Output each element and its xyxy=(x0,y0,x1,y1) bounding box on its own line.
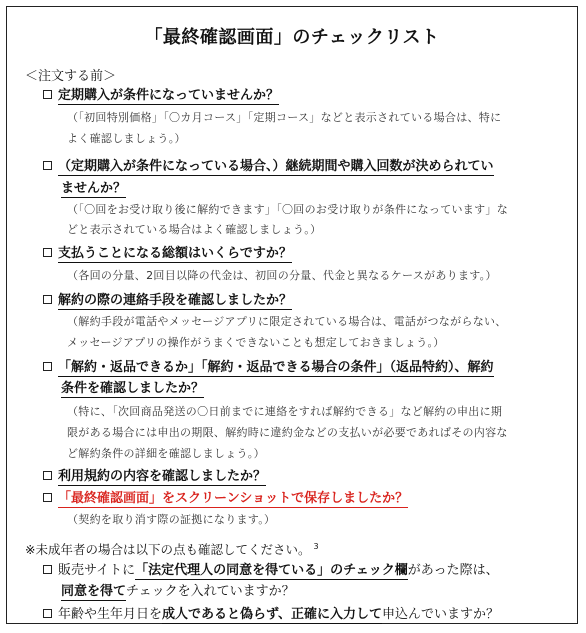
checklist-item-5 xyxy=(43,357,494,378)
question-continuation xyxy=(61,178,126,199)
question-text: （定期購入が条件になっている場合、）継続期間や購入回数が決められてい xyxy=(58,159,494,174)
question-text: 「解約・返品できるか」「解約・返品できる場合の条件」（返品特約）、解約 xyxy=(58,360,494,375)
minor-item-1 xyxy=(43,560,499,581)
checkbox[interactable] xyxy=(43,471,52,480)
checklist-item-2 xyxy=(43,156,494,177)
minor-text: があった際は、 xyxy=(407,563,499,578)
note-line: メッセージアプリの操作がうまくできないことも想定しておきましょう。） xyxy=(67,336,445,349)
minor-item-2 xyxy=(43,604,499,625)
question-text: 定期購入が条件になっていませんか？ xyxy=(58,88,280,103)
minor-item-1-continuation xyxy=(61,581,295,602)
checkbox[interactable] xyxy=(43,609,52,618)
page-title: 「最終確認画面」のチェックリスト xyxy=(144,27,440,48)
minor-text: 年齢や生年月日を xyxy=(58,607,163,622)
question-text: 条件を確認しましたか？ xyxy=(61,381,205,396)
checkbox[interactable] xyxy=(43,90,52,99)
checkbox[interactable] xyxy=(43,493,52,502)
question-continuation xyxy=(61,378,204,399)
question-text: 利用規約の内容を確認しましたか？ xyxy=(58,469,267,484)
minor-text-bold: 同意を得て xyxy=(61,584,127,599)
note-line: どと表示されている場合はよく確認しましょう。） xyxy=(67,223,322,236)
checklist-item-3 xyxy=(43,243,292,264)
question-text: 解約の際の連絡手段を確認しましたか？ xyxy=(58,293,293,308)
question-text: ませんか？ xyxy=(61,181,127,196)
question-text: 支払うことになる総額はいくらですか？ xyxy=(58,246,292,261)
minor-heading-text: ※未成年者の場合は以下の点も確認してください。 xyxy=(25,542,311,557)
note-line: （特に、「次回商品発送の〇日前までに連絡をすれば解約できる」など解約の申出に期 xyxy=(67,405,503,418)
note-line: （各回の分量、2回目以降の代金は、初回の分量、代金と異なるケースがあります。） xyxy=(67,269,497,282)
note-line: （「初回特別価格」「〇カ月コース」「定期コース」などと表示されている場合は、特に xyxy=(67,111,502,124)
checkbox[interactable] xyxy=(43,565,52,574)
minor-text: チェックを入れていますか？ xyxy=(126,584,295,599)
minor-text-bold: 「法定代理人の同意を得ている」のチェック欄 xyxy=(135,563,408,578)
note-line: （解約手段が電話やメッセージアプリに限定されている場合は、電話がつながらない、 xyxy=(67,315,507,328)
checklist-item-1 xyxy=(43,85,279,106)
checklist-item-7 xyxy=(43,488,408,509)
note-line: （契約を取り消す際の証拠になります。） xyxy=(67,513,276,526)
note-line: 限がある場合には申出の期限、解約時に違約金などの支払いが必要であればその内容な xyxy=(67,426,508,439)
minor-heading xyxy=(25,540,319,558)
note-line: よく確認しましょう。） xyxy=(67,132,186,145)
checkbox[interactable] xyxy=(43,248,52,257)
minor-text: 販売サイトに xyxy=(58,563,136,578)
checkbox[interactable] xyxy=(43,161,52,170)
checklist-item-4 xyxy=(43,290,292,311)
checklist-frame xyxy=(6,6,578,624)
section-before-order: ＜注文する前＞ xyxy=(25,69,117,84)
minor-text-bold: 成人であると偽らず、正確に入力して xyxy=(162,607,382,622)
checklist-item-6 xyxy=(43,466,266,487)
note-line: ど解約条件の詳細を確認しましょう。） xyxy=(67,447,265,460)
question-text-highlight: 「最終確認画面」をスクリーンショットで保存しましたか？ xyxy=(58,491,409,506)
checkbox[interactable] xyxy=(43,295,52,304)
footnote-marker: 3 xyxy=(313,541,319,551)
minor-text: 申込んでいますか？ xyxy=(381,607,499,622)
note-line: （「〇回をお受け取り後に解約できます」「〇回のお受け取りが条件になっています」な xyxy=(67,203,508,216)
checkbox[interactable] xyxy=(43,362,52,371)
